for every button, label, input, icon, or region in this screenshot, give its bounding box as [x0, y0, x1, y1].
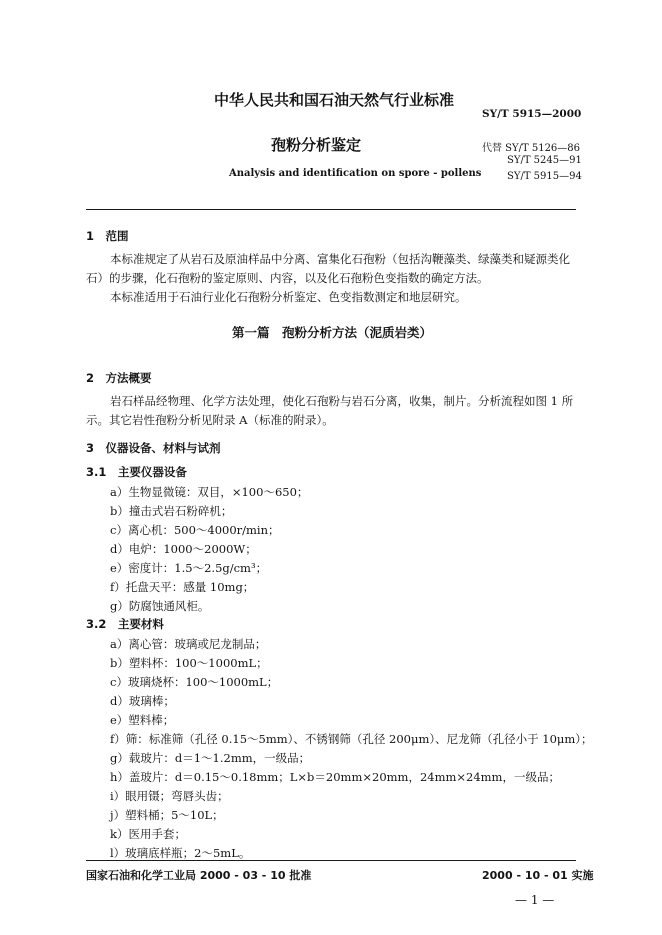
replaces-line-1: 代替 SY/T 5126—86 [482, 143, 581, 154]
equipment-item: b）撞击式岩石粉碎机； [110, 504, 233, 518]
section-2-heading: 2 方法概要 [86, 371, 152, 385]
material-item: d）玻璃棒； [110, 694, 175, 708]
equipment-item: e）密度计：1.5～2.5g/cm³； [110, 561, 268, 575]
material-item: k）医用手套； [110, 827, 186, 841]
section-3-heading: 3 仪器设备、材料与试剂 [86, 441, 221, 455]
issuing-authority: 中华人民共和国石油天然气行业标准 [214, 91, 455, 109]
subsection-3-2-heading: 3.2 主要材料 [86, 617, 164, 631]
standard-number: SY/T 5915—2000 [482, 108, 582, 120]
equipment-item: g）防腐蚀通风柜。 [110, 599, 210, 613]
equipment-item: c）离心机：500～4000r/min； [110, 523, 280, 537]
section-1-paragraph-1: 本标准规定了从岩石及原油样品中分离、富集化石孢粉（包括沟鞭藻类、绿藻类和疑源类化石）的步骤，化石孢粉的鉴定原则、内容，以及化石孢粉色变指数的确定方法。 [86, 252, 570, 285]
approval-date: 国家石油和化学工业局 2000 - 03 - 10 批准 [86, 869, 312, 882]
material-item: h）盖玻片：d＝0.15～0.18mm；L×b＝20mm×20mm，24mm×24mm，一级品； [110, 770, 560, 784]
equipment-item: f）托盘天平：感量 10mg； [110, 580, 255, 594]
material-item: f）筛：标准筛（孔径 0.15～5mm）、不锈钢筛（孔径 200μm）、尼龙筛（孔径小于 10μm）； [110, 732, 593, 746]
material-item: l）玻璃底样瓶；2～5mL。 [110, 846, 251, 860]
material-item: e）塑料棒； [110, 713, 175, 727]
subsection-3-1-heading: 3.1 主要仪器设备 [86, 465, 187, 479]
replaces-line-2: SY/T 5245—91 [507, 155, 582, 166]
footer-divider [86, 860, 576, 861]
effective-date: 2000 - 10 - 01 实施 [482, 869, 594, 882]
material-item: c）玻璃烧杯：100～1000mL； [110, 675, 279, 689]
section-1-paragraph-2: 本标准适用于石油行业化石孢粉分析鉴定、色变指数测定和地层研究。 [110, 290, 467, 304]
page-number: — 1 — [515, 893, 555, 907]
equipment-item: a）生物显微镜：双目，×100～650； [110, 485, 309, 499]
part-title: 第一篇 孢粉分析方法（泥质岩类） [232, 325, 433, 340]
section-1-heading: 1 范围 [86, 229, 129, 243]
english-title: Analysis and identification on spore - pollens [229, 168, 482, 179]
material-item: a）离心管：玻璃或尼龙制品； [110, 637, 267, 651]
replaces-line-3: SY/T 5915—94 [507, 171, 582, 182]
header-divider [86, 209, 576, 210]
section-2-paragraph: 岩石样品经物理、化学方法处理，使化石孢粉与岩石分离，收集，制片。分析流程如图 1 所示。其它岩性孢粉分析见附录 A（标准的附录）。 [86, 394, 574, 427]
material-item: g）载玻片：d＝1～1.2mm，一级品； [110, 751, 311, 765]
material-item: i）眼用镊；弯唇头齿； [110, 789, 229, 803]
document-title: 孢粉分析鉴定 [271, 136, 362, 154]
material-item: j）塑料桶；5～10L； [110, 808, 224, 822]
equipment-item: d）电炉：1000～2000W； [110, 542, 257, 556]
material-item: b）塑料杯：100～1000mL； [110, 656, 268, 670]
